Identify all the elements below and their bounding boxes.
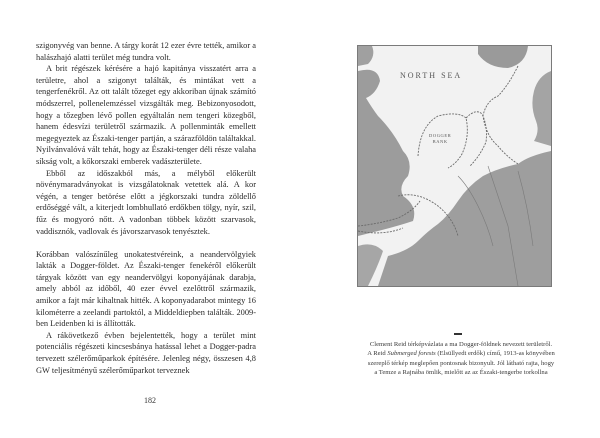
caption-line-4: a Temze a Rajnába ömlik, mielőtt az az Északi-tengerbe torkollna [374, 369, 548, 377]
left-page-body [36, 40, 256, 376]
map-caption [333, 340, 589, 378]
paragraph-4: Korábban valószínűleg unokatestvéreink, a neandervölgyiek lakták a Dogger-földet. Az Északi-tenger fenekéről előkerült tárgyak között van egy neandervölgyi koponyájának darabja, amely abból az időből, 40 ezer évvel ezelőttről származik, amikor a fajt már kihaltnak hitték. A koponyadarabot mintegy 16 kilométerre a zeelandi partoktól, a Middeldiepben találták. 2009-ben Leidenben ki is állították. [36, 249, 256, 329]
paragraph-3: Ebből az időszakból más, a mélyből előkerült növénymaradványokat is vizsgálatoknak vetettek alá. A kor végén, a tenger betörése előtt a jégkorszaki tundra zöldellő erdőséggé vált, a kiterjedt lombhullató erdőkben tölgy, nyír, szil, fűz és mogyoró nőtt. A vadonban többek között szarvasok, vaddisznók, vadlovak és jávorszarvasok tenyésztek. [36, 168, 256, 236]
label-north-sea: NORTH SEA [400, 71, 463, 80]
paragraph-5: A rákövetkező évben bejelentették, hogy a terület mint potenciális régészeti kincsesbánya hatással lehet a Dogger-padra tervezett szélerőműparkok építésére. Jelenleg négy, összesen 4,8 GW teljesítményű szélerőműparkot terveznek [36, 330, 256, 375]
paragraph-1: szigonyvég van benne. A tárgy korát 12 ezer évre tették, amikor a halászhajó alatti terület még tundra volt. [36, 41, 256, 62]
label-dogger-bank [429, 133, 451, 145]
caption-line-3: szereplő térkép meglepően pontosnak bizonyult. Jól látható rajta, hogy [367, 359, 555, 367]
caption-line-2-post: (Elsüllyedt erdők) című, 1913-as könyvében [435, 350, 555, 358]
caption-divider [454, 333, 462, 335]
caption-line-2-pre: A Reid [367, 350, 388, 358]
caption-line-2 [333, 349, 589, 358]
page-number: 182 [144, 396, 156, 405]
caption-line-1: Clement Reid térképvázlata a ma Dogger-földnek nevezett területről. [369, 341, 553, 348]
caption-book-title: Submerged forests [387, 350, 436, 358]
paragraph-2: A brit régészek kérésére a hajó kapitánya visszatért arra a területre, ahol a szigonyt találták, és mintákat vett a tengerfenékről. Az ott talált tőzeget egy akkoriban újnak számító módszerrel, pollenelemzéssel vizsgálták meg. Bebizonyosodott, hogy a tőzegben lévő pollen egyáltalán nem tengeri közegből, hanem édesvízi területről származik. A pollenminták emellett megegyeztek az Északi-tenger partján, a szárazföldön találtakkal. Nyilvánvalóvá vált tehát, hogy az Északi-tenger déli része valaha síkság volt, a kőkorszaki emberek vadászterülete. [36, 64, 256, 166]
label-dogger-line1: DOGGER [429, 133, 452, 138]
map-drawing [358, 46, 551, 286]
label-dogger-line2: BANK [432, 139, 448, 144]
dogger-land-map [357, 45, 552, 287]
